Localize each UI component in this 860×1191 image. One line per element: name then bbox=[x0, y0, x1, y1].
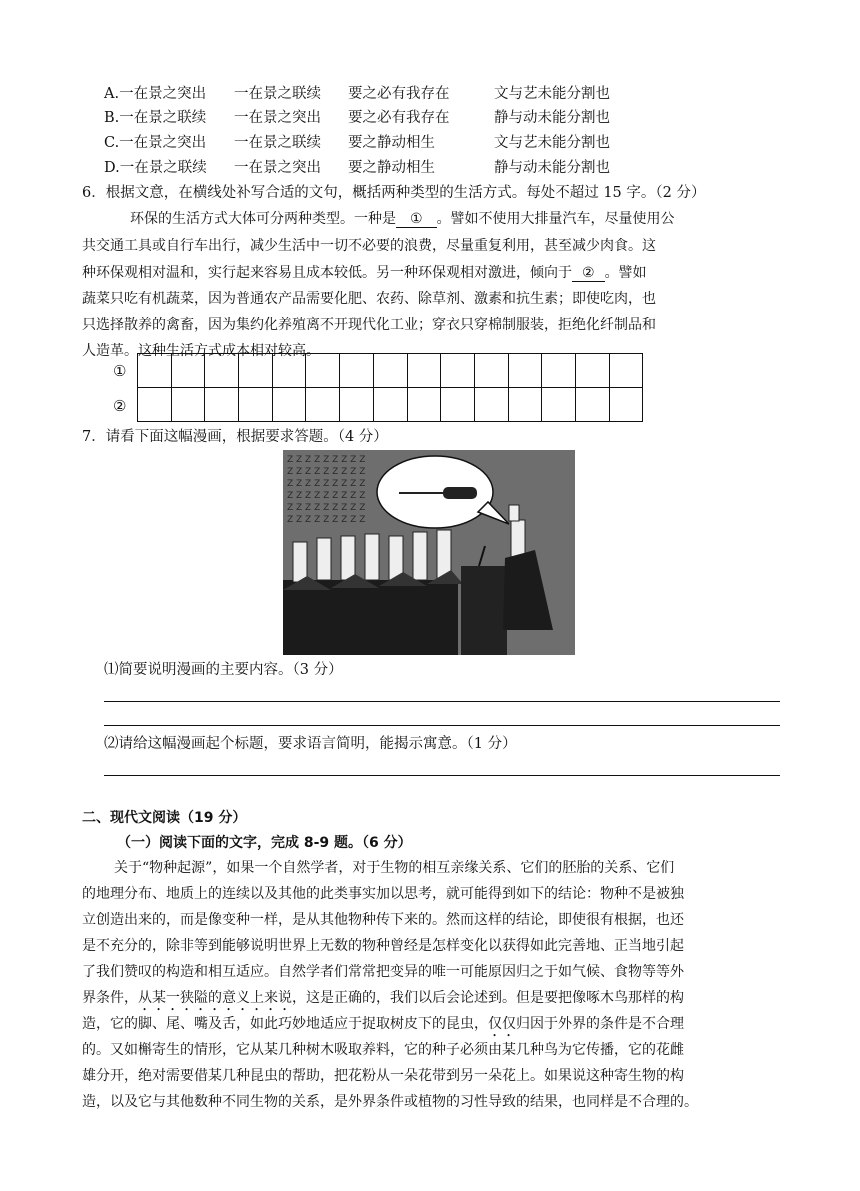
svg-text:Z Z Z Z Z Z Z Z Z: Z Z Z Z Z Z Z Z Z bbox=[287, 467, 366, 477]
svg-text:Z Z Z Z Z Z Z Z Z: Z Z Z Z Z Z Z Z Z bbox=[287, 455, 366, 465]
svg-text:Z Z Z Z Z Z Z Z Z: Z Z Z Z Z Z Z Z Z bbox=[287, 491, 366, 501]
q6-passage-line-3: 种环保观相对温和，实行起来容易且成本较低。另一种环保观相对激进，倾向于 ② 。譬如 bbox=[82, 265, 647, 281]
blank-2: ② bbox=[572, 265, 605, 282]
q6-passage-line-6: 人造革。这种生活方式成本相对较高。 bbox=[82, 343, 320, 359]
cartoon-image bbox=[283, 450, 575, 655]
reading-line-6: 界条件，从某一狭隘的意义上来说，这是正确的，我们以后会论述到。但是要把像啄木鸟那样的构 bbox=[82, 990, 684, 1006]
answer-line-2[interactable] bbox=[104, 725, 780, 726]
svg-text:Z Z Z Z Z Z Z Z Z: Z Z Z Z Z Z Z Z Z bbox=[287, 515, 366, 525]
answer-grid-2[interactable] bbox=[137, 387, 643, 422]
q7-sub1: ⑴简要说明漫画的主要内容。（3 分） bbox=[104, 662, 343, 678]
answer-line-1[interactable] bbox=[104, 701, 780, 702]
svg-text:Z Z Z Z Z Z Z Z Z: Z Z Z Z Z Z Z Z Z bbox=[287, 479, 366, 489]
reading-line-4: 是不充分的，除非等到能够说明世界上无数的物种曾经是怎样变化以获得如此完善地、正当地引起 bbox=[82, 938, 684, 954]
reading-line-2: 的地理分布、地质上的连续以及其他的此类事实加以思考，就可能得到如下的结论：物种不是被独 bbox=[82, 886, 684, 902]
answer-row-2-label: ② bbox=[113, 397, 127, 415]
reading-line-5: 了我们赞叹的构造和相互适应。自然学者们常常把变异的唯一可能原因归之于如气候、食物等等外 bbox=[82, 964, 684, 980]
answer-line-3[interactable] bbox=[104, 775, 780, 776]
q7-sub2: ⑵请给这幅漫画起个标题，要求语言简明，能揭示寓意。（1 分） bbox=[104, 736, 517, 752]
q6-passage-line-2: 共交通工具或自行车出行，减少生活中一切不必要的浪费，尽量重复利用，甚至减少肉食。这 bbox=[82, 238, 656, 254]
emphasis-word: 仅仅 bbox=[488, 1016, 516, 1032]
q7-stem: 7．请看下面这幅漫画，根据要求答题。（4 分） bbox=[82, 429, 388, 445]
section-title: 二、现代文阅读（19 分） bbox=[82, 810, 247, 826]
reading-line-8: 的。又如槲寄生的情形，它从某几种树木吸取养料，它的种子必须由某几种鸟为它传播，它的花雌 bbox=[82, 1042, 684, 1058]
emphasis-phrase: 从某一狭隘的意义上来说 bbox=[138, 990, 292, 1006]
q6-passage-line-4: 蔬菜只吃有机蔬菜，因为普通农产品需要化肥、农药、除草剂、激素和抗生素；即使吃肉，也 bbox=[82, 291, 656, 307]
q6-passage-line-1: 环保的生活方式大体可分两种类型。一种是 ① 。譬如不使用大排量汽车，尽量使用公 bbox=[130, 211, 675, 227]
reading-line-9: 雄分开，绝对需要借某几种昆虫的帮助，把花粉从一朵花带到另一朵花上。如果说这种寄生物的构 bbox=[82, 1068, 684, 1084]
q6-stem: 6．根据文意，在横线处补写合适的文句，概括两种类型的生活方式。每处不超过 15 字。（2 分） bbox=[82, 185, 706, 201]
reading-line-1: 关于“物种起源”，如果一个自然学者，对于生物的相互亲缘关系、它们的胚胎的关系、它们 bbox=[114, 860, 675, 876]
svg-text:Z Z Z Z Z Z Z Z Z: Z Z Z Z Z Z Z Z Z bbox=[287, 503, 366, 513]
blank-1: ① bbox=[396, 211, 437, 228]
reading-line-10: 造，以及它与其他数种不同生物的关系，是外界条件或植物的习性导致的结果，也同样是不合理的。 bbox=[82, 1094, 698, 1110]
answer-grid-1[interactable] bbox=[137, 353, 643, 388]
q6-passage-line-5: 只选择散养的禽畜，因为集约化养殖离不开现代化工业；穿衣只穿棉制服装，拒绝化纤制品和 bbox=[82, 317, 656, 333]
reading-line-3: 立创造出来的，而是像变种一样，是从其他物种传下来的。然而这样的结论，即使很有根据，也还 bbox=[82, 912, 684, 928]
reading-line-7: 造，它的脚、尾、嘴及舌，如此巧妙地适应于捉取树皮下的昆虫，仅仅归因于外界的条件是不合理 bbox=[82, 1016, 684, 1032]
answer-row-1-label: ① bbox=[113, 362, 127, 380]
subsection-title: （一）阅读下面的文字，完成 8-9 题。（6 分） bbox=[117, 835, 412, 851]
